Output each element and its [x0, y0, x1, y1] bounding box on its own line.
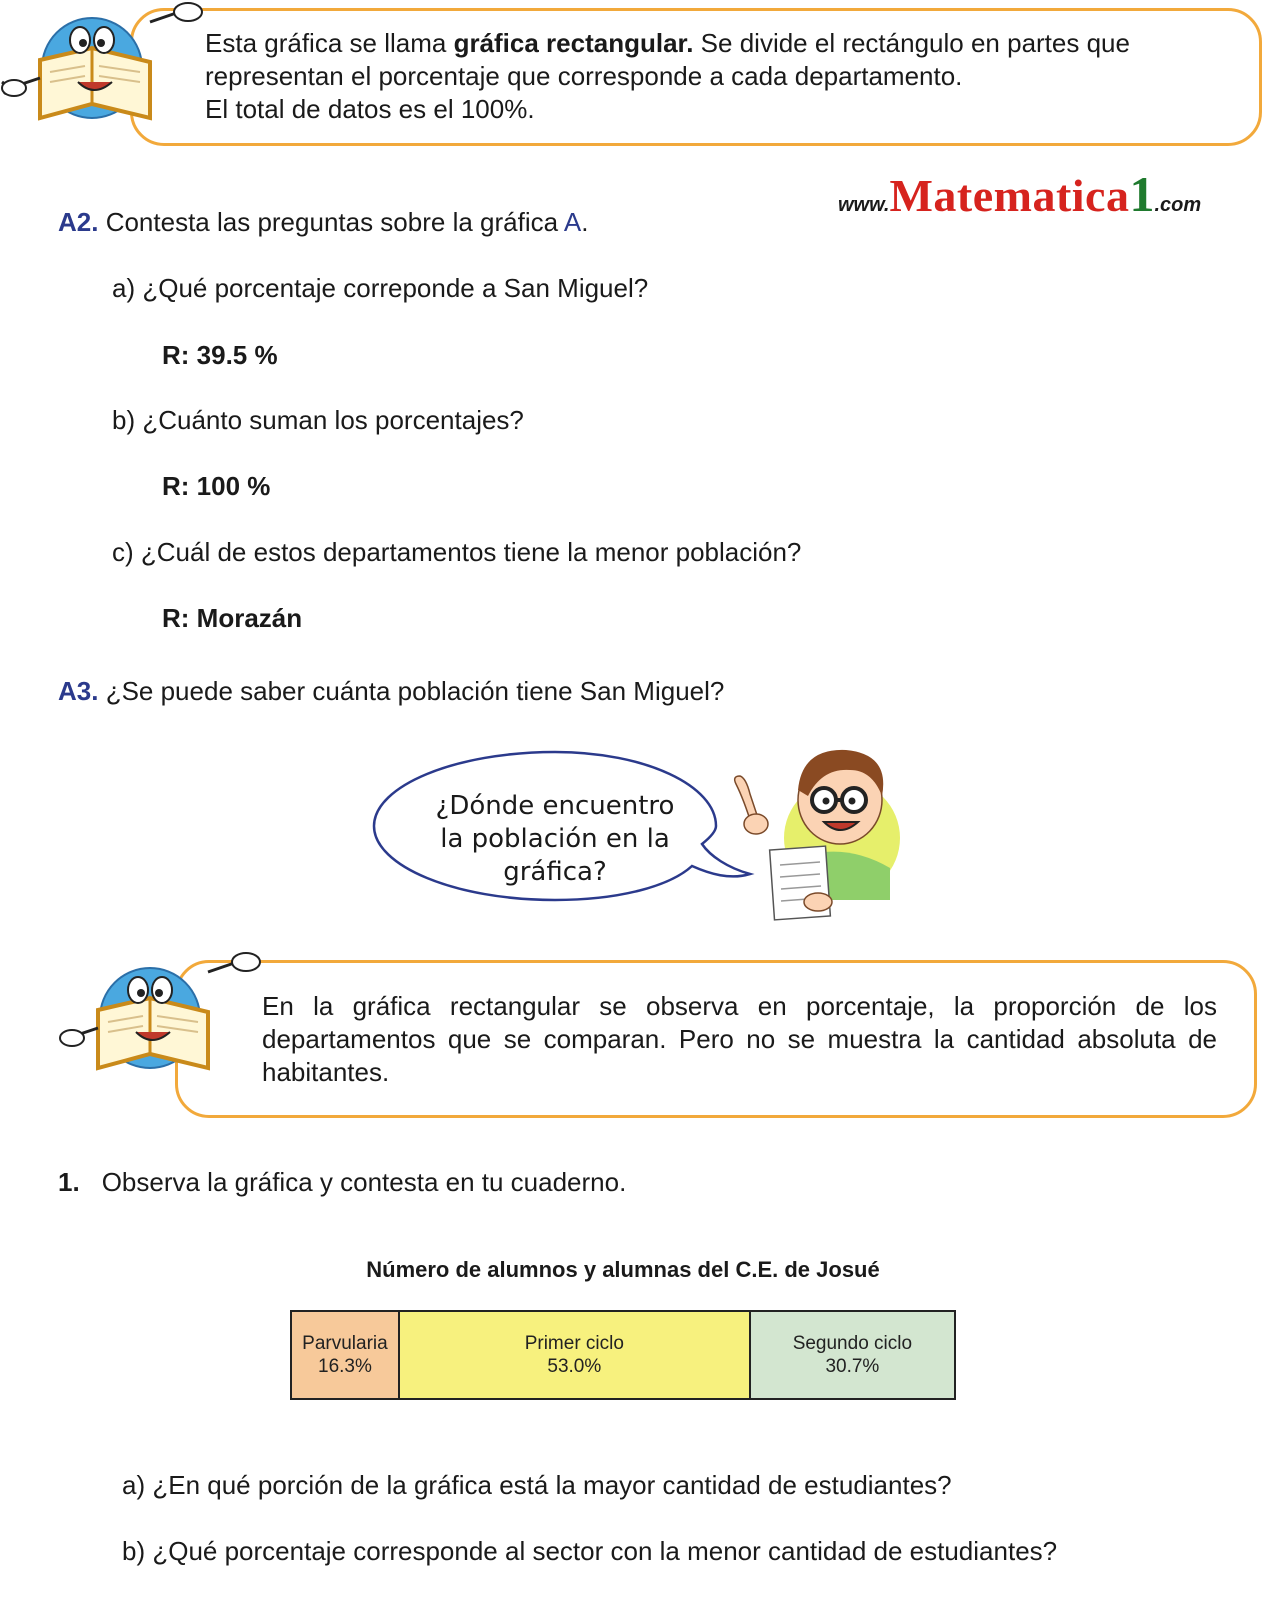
chart-segment-label: Segundo ciclo — [792, 1333, 913, 1354]
chart-segment-segundo-ciclo — [751, 1312, 954, 1398]
a2-answer-a: R: 39.5 % — [162, 340, 278, 370]
book-mascot-icon-2 — [58, 950, 268, 1080]
chart-segment-value: 30.7% — [825, 1356, 880, 1377]
chart-title: Número de alumnos y alumnas del C.E. de Josué — [366, 1257, 880, 1282]
chart-segment-value: 53.0% — [547, 1356, 602, 1377]
a3-prompt: A3. ¿Se puede saber cuánta población tiene San Miguel? — [58, 676, 725, 706]
a2-question-a: a) ¿Qué porcentaje correponde a San Miguel? — [112, 273, 649, 303]
book-mascot-icon — [0, 0, 210, 130]
chart-segment-primer-ciclo — [400, 1312, 751, 1398]
chart-segment-value: 16.3% — [318, 1356, 372, 1377]
chart-segment-parvularia — [292, 1312, 400, 1398]
student-character-icon — [722, 740, 912, 925]
site-logo: www.Matematica1.com — [838, 166, 1202, 222]
a2-answer-c: R: Morazán — [162, 603, 303, 633]
rectangular-chart — [290, 1310, 956, 1400]
a2-question-b: b) ¿Cuánto suman los porcentajes? — [112, 405, 524, 435]
ex1-question-a: a) ¿En qué porción de la gráfica está la mayor cantidad de estudiantes? — [122, 1470, 952, 1500]
a2-prompt: A2. Contesta las preguntas sobre la gráfica A. — [58, 207, 589, 237]
chart-segment-label: Primer ciclo — [524, 1333, 624, 1354]
info-text: En la gráfica rectangular se observa en porcentaje, la proporción de los departamentos que se comparan. Pero no se muestra la cantidad absoluta de habitantes. — [262, 991, 1217, 1087]
ex1-question-b: b) ¿Qué porcentaje corresponde al sector con la menor cantidad de estudiantes? — [122, 1536, 1058, 1566]
a2-answer-b: R: 100 % — [162, 471, 271, 501]
intro-text: Esta gráfica se llama gráfica rectangular. Se divide el rectángulo en partes que representan el porcentaje que corresponde a cada departamento. El total de datos es el 100%. — [205, 28, 1130, 124]
ex1-prompt: 1. Observa la gráfica y contesta en tu cuaderno. — [58, 1167, 627, 1197]
a2-question-c: c) ¿Cuál de estos departamentos tiene la menor población? — [112, 537, 802, 567]
chart-segment-label: Parvularia — [302, 1333, 388, 1354]
speech-text: ¿Dónde encuentro la población en la gráfica? — [435, 791, 675, 887]
